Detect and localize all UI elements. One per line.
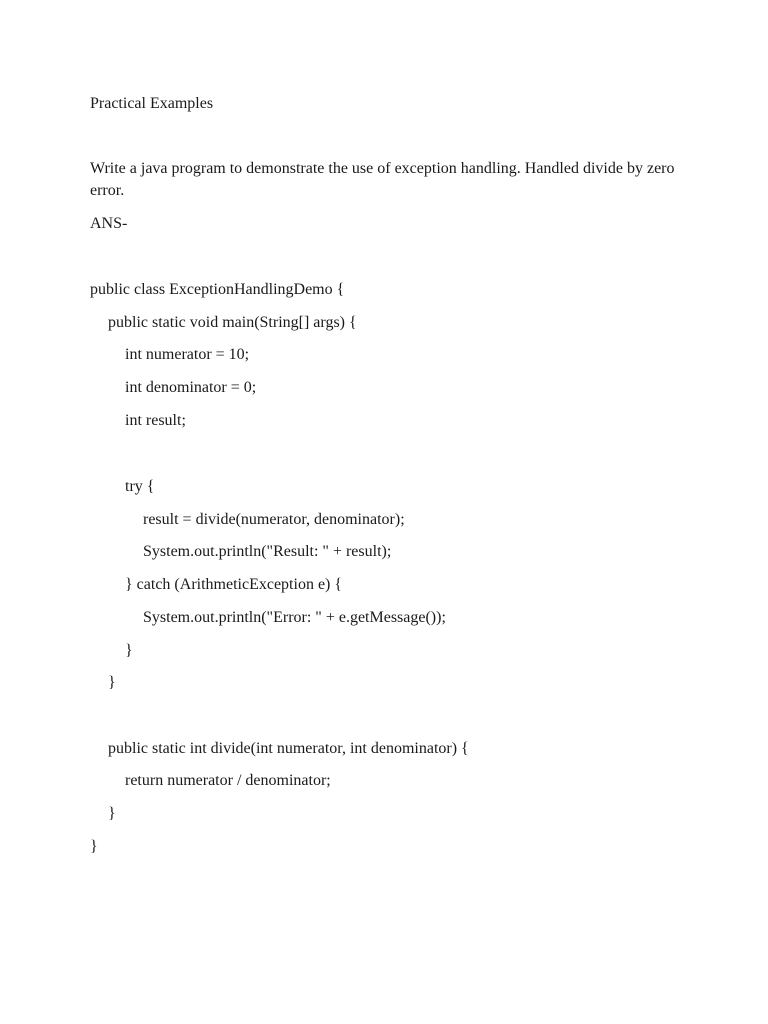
code-line: System.out.println("Error: " + e.getMessage());	[143, 609, 446, 626]
code-line: try {	[125, 478, 155, 495]
page-heading: Practical Examples	[90, 95, 214, 112]
code-line: public static void main(String[] args) {	[108, 314, 357, 331]
code-line: }	[108, 674, 116, 691]
code-line: int result;	[125, 412, 186, 429]
code-line: int numerator = 10;	[125, 346, 250, 363]
code-line: }	[90, 838, 98, 855]
code-line: result = divide(numerator, denominator);	[143, 511, 405, 528]
question-text: Write a java program to demonstrate the use of exception handling. Handled divide by zero error.	[90, 160, 675, 199]
code-line: }	[108, 805, 116, 822]
code-line: public static int divide(int numerator, int denominator) {	[108, 740, 469, 757]
code-line: int denominator = 0;	[125, 379, 257, 396]
code-line: public class ExceptionHandlingDemo {	[90, 281, 345, 298]
code-line: return numerator / denominator;	[125, 772, 331, 789]
code-line: }	[125, 642, 133, 659]
answer-label: ANS-	[90, 215, 128, 232]
code-line: System.out.println("Result: " + result);	[143, 543, 392, 560]
code-line: } catch (ArithmeticException e) {	[125, 576, 343, 593]
